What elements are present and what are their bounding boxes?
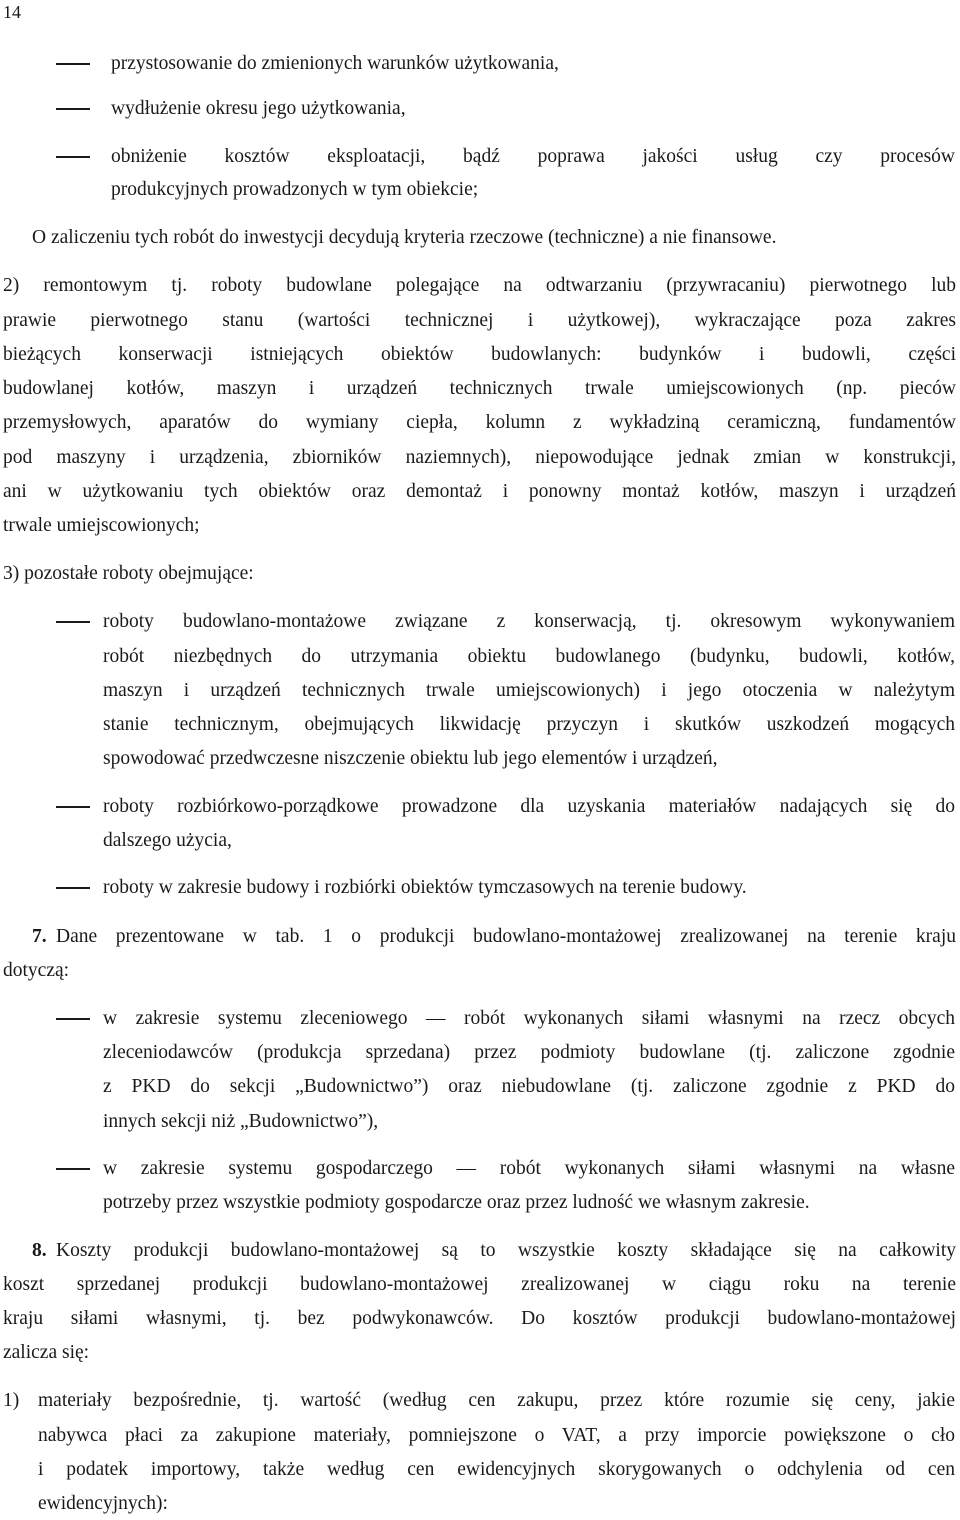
bullet-dash xyxy=(56,621,90,623)
paragraph-line: Dane prezentowane w tab. 1 o produkcji budowlano-montażowej zrealizowanej na terenie kraju xyxy=(56,926,956,947)
paragraph-number: 7. xyxy=(32,926,47,947)
paragraph-line: koszt sprzedanej produkcji budowlano-montażowej zrealizowanej w ciągu roku na terenie xyxy=(3,1274,956,1295)
paragraph-line: bieżących konserwacji istniejących obiektów budowlanych: budynków i budowli, części xyxy=(3,344,956,365)
list-item-text: zleceniodawców (produkcja sprzedana) przez podmioty budowlane (tj. zaliczone zgodnie xyxy=(103,1042,955,1063)
list-item-text: innych sekcji niż „Budownictwo”), xyxy=(103,1111,379,1132)
bullet-dash xyxy=(56,806,90,808)
list-item-text: dalszego użycia, xyxy=(103,830,232,851)
paragraph-line: zalicza się: xyxy=(3,1342,90,1363)
list-item-text: produkcyjnych prowadzonych w tym obiekcie; xyxy=(111,179,479,200)
item-line: i podatek importowy, także według cen ewidencyjnych skorygowanych o odchylenia od cen xyxy=(38,1459,955,1480)
list-item-text: w zakresie systemu zleceniowego — robót wykonanych siłami własnymi na rzecz obcych xyxy=(103,1008,955,1029)
list-item-text: maszyn i urządzeń technicznych trwale umiejscowionych) i jego otoczenia w należytym xyxy=(103,680,955,701)
item-number: 1) xyxy=(3,1390,20,1411)
bullet-dash xyxy=(56,108,90,110)
bullet-dash xyxy=(56,887,90,889)
paragraph-line: pod maszyny i urządzenia, zbiorników naziemnych), niepowodujące jednak zmian w konstrukcji, xyxy=(3,447,956,468)
bullet-dash xyxy=(56,156,90,158)
paragraph-line: Koszty produkcji budowlano-montażowej są to wszystkie koszty składające się na całkowity xyxy=(56,1240,956,1261)
bullet-dash xyxy=(56,1018,90,1020)
list-item-text: obniżenie kosztów eksploatacji, bądź poprawa jakości usług czy procesów xyxy=(111,146,955,167)
list-item-text: w zakresie systemu gospodarczego — robót wykonanych siłami własnymi na własne xyxy=(103,1158,955,1179)
item-line: materiały bezpośrednie, tj. wartość (według cen zakupu, przez które rozumie się ceny, jakie xyxy=(38,1390,955,1411)
paragraph-number: 8. xyxy=(32,1240,47,1261)
list-item-text: roboty w zakresie budowy i rozbiórki obiektów tymczasowych na terenie budowy. xyxy=(103,877,747,898)
list-item-text: potrzeby przez wszystkie podmioty gospodarcze oraz przez ludność we własnym zakresie. xyxy=(103,1192,810,1213)
paragraph-line: dotyczą: xyxy=(3,960,70,981)
bullet-dash xyxy=(56,1168,90,1170)
list-item-text: z PKD do sekcji „Budownictwo”) oraz niebudowlane (tj. zaliczone zgodnie z PKD do xyxy=(103,1076,955,1097)
paragraph-line: prawie pierwotnego stanu (wartości technicznej i użytkowej), wykraczające poza zakres xyxy=(3,310,956,331)
page-number: 14 xyxy=(3,2,21,22)
list-item-text: roboty budowlano-montażowe związane z konserwacją, tj. okresowym wykonywaniem xyxy=(103,611,955,632)
list-item-text: przystosowanie do zmienionych warunków użytkowania, xyxy=(111,53,559,74)
bullet-dash xyxy=(56,63,90,65)
paragraph-line: kraju siłami własnymi, tj. bez podwykonawców. Do kosztów produkcji budowlano-montażowej xyxy=(3,1308,956,1329)
paragraph-line: ani w użytkowaniu tych obiektów oraz demontaż i ponowny montaż kotłów, maszyn i urządzeń xyxy=(3,481,956,502)
section-heading: 3) pozostałe roboty obejmujące: xyxy=(3,563,254,584)
list-item-text: robót niezbędnych do utrzymania obiektu budowlanego (budynku, budowli, kotłów, xyxy=(103,646,955,667)
item-line: nabywca płaci za zakupione materiały, pomniejszone o VAT, a przy imporcie powiększone o cło xyxy=(38,1425,955,1446)
paragraph-line: przemysłowych, aparatów do wymiany ciepła, kolumn z wykładziną ceramiczną, fundamentów xyxy=(3,412,956,433)
list-item-text: spowodować przedwczesne niszczenie obiektu lub jego elementów i urządzeń, xyxy=(103,748,718,769)
list-item-text: stanie technicznym, obejmujących likwidację przyczyn i skutków uszkodzeń mogących xyxy=(103,714,955,735)
list-item-text: wydłużenie okresu jego użytkowania, xyxy=(111,98,406,119)
criteria-paragraph: O zaliczeniu tych robót do inwestycji decydują kryteria rzeczowe (techniczne) a nie finansowe. xyxy=(32,227,777,248)
item-line: ewidencyjnych): xyxy=(38,1493,168,1514)
paragraph-line: trwale umiejscowionych; xyxy=(3,515,200,536)
paragraph-line: budowlanej kotłów, maszyn i urządzeń technicznych trwale umiejscowionych (np. pieców xyxy=(3,378,956,399)
paragraph-line: 2) remontowym tj. roboty budowlane polegające na odtwarzaniu (przywracaniu) pierwotnego lub xyxy=(3,275,956,296)
list-item-text: roboty rozbiórkowo-porządkowe prowadzone dla uzyskania materiałów nadających się do xyxy=(103,796,955,817)
